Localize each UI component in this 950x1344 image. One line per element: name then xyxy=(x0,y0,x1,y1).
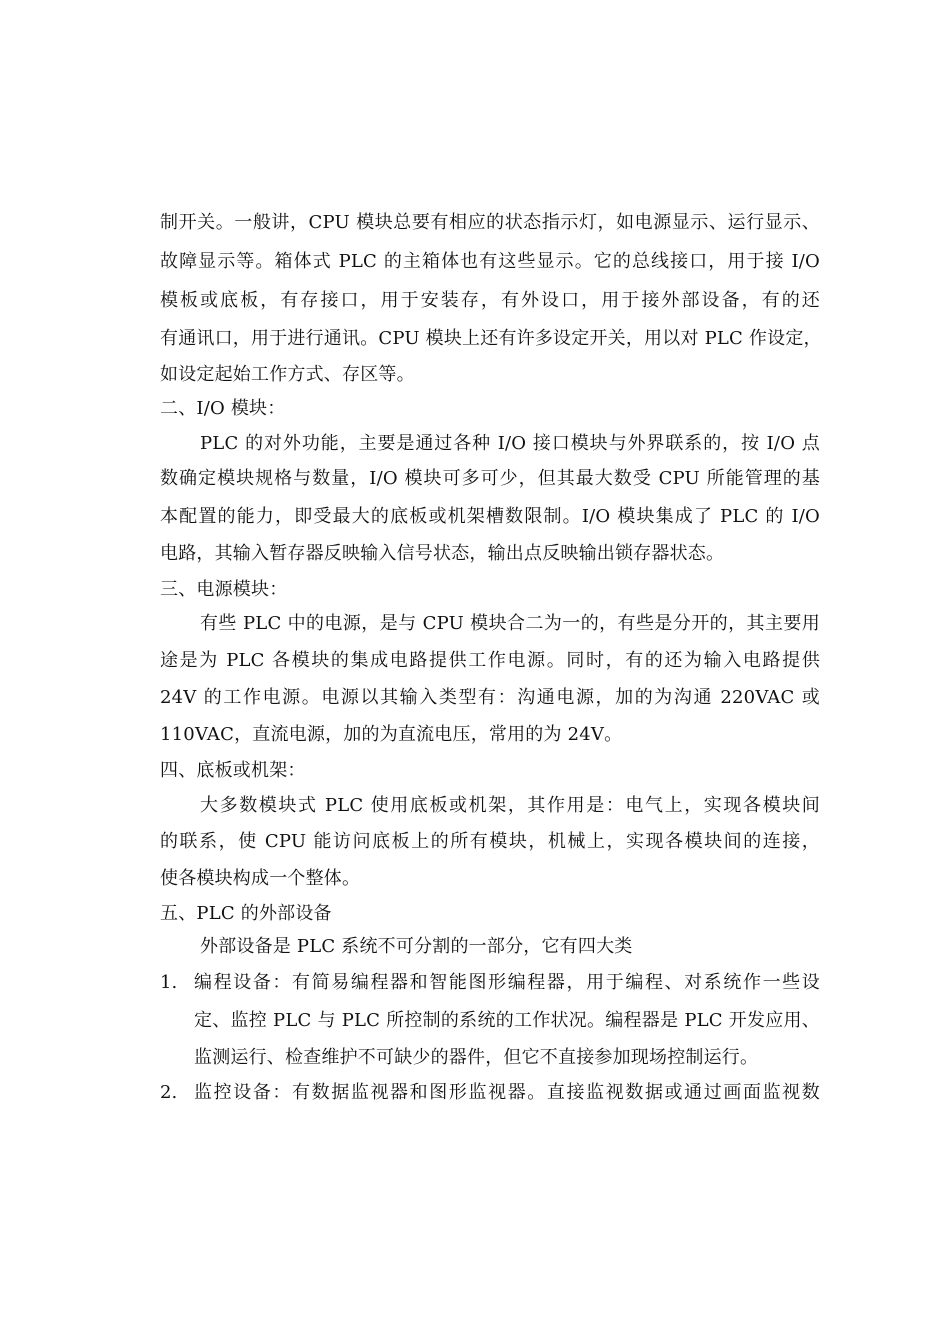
list-item-line: 编程设备：有简易编程器和智能图形编程器，用于编程、对系统作一些设 xyxy=(194,972,820,993)
paragraph-line: 途是为 PLC 各模块的集成电路提供工作电源。同时，有的还为输入电路提供 xyxy=(160,650,820,671)
paragraph-line: 使各模块构成一个整体。 xyxy=(160,868,361,889)
paragraph-line: 故障显示等。箱体式 PLC 的主箱体也有这些显示。它的总线接口，用于接 I/O xyxy=(160,251,820,272)
paragraph-line: 制开关。一般讲，CPU 模块总要有相应的状态指示灯，如电源显示、运行显示、 xyxy=(160,212,820,233)
paragraph-line: 模板或底板，有存接口，用于安装存，有外设口，用于接外部设备，有的还 xyxy=(160,290,820,311)
list-item-line: 监控设备：有数据监视器和图形监视器。直接监视数据或通过画面监视数 xyxy=(194,1082,820,1103)
list-number: 1. xyxy=(160,972,178,993)
section-heading: 五、PLC 的外部设备 xyxy=(160,903,332,924)
paragraph-line: 有通讯口，用于进行通讯。CPU 模块上还有许多设定开关，用以对 PLC 作设定， xyxy=(160,328,822,349)
paragraph-line: 电路，其输入暂存器反映输入信号状态，输出点反映输出锁存器状态。 xyxy=(160,543,725,564)
paragraph-line: 数确定模块规格与数量，I/O 模块可多可少，但其最大数受 CPU 所能管理的基 xyxy=(160,468,820,489)
paragraph-line: 外部设备是 PLC 系统不可分割的一部分，它有四大类 xyxy=(200,936,633,957)
paragraph-line: 大多数模块式 PLC 使用底板或机架，其作用是：电气上，实现各模块间 xyxy=(200,795,820,816)
paragraph-line: 24V 的工作电源。电源以其输入类型有：沟通电源，加的为沟通 220VAC 或 xyxy=(160,687,820,708)
paragraph-line: 110VAC，直流电源，加的为直流电压，常用的为 24V。 xyxy=(160,724,623,745)
paragraph-line: PLC 的对外功能，主要是通过各种 I/O 接口模块与外界联系的，按 I/O 点 xyxy=(200,433,820,454)
list-number: 2. xyxy=(160,1082,178,1103)
paragraph-line: 有些 PLC 中的电源，是与 CPU 模块合二为一的，有些是分开的，其主要用 xyxy=(200,613,820,634)
paragraph-line: 如设定起始工作方式、存区等。 xyxy=(160,364,415,385)
paragraph-line: 的联系，使 CPU 能访问底板上的所有模块，机械上，实现各模块间的连接， xyxy=(160,831,820,852)
section-heading: 三、电源模块： xyxy=(160,579,288,600)
list-item-line: 监测运行、检查维护不可缺少的器件，但它不直接参加现场控制运行。 xyxy=(194,1047,759,1068)
list-item-line: 定、监控 PLC 与 PLC 所控制的系统的工作状况。编程器是 PLC 开发应用、 xyxy=(194,1010,820,1031)
paragraph-line: 本配置的能力，即受最大的底板或机架槽数限制。I/O 模块集成了 PLC 的 I/O xyxy=(160,506,820,527)
section-heading: 四、底板或机架： xyxy=(160,760,306,781)
section-heading: 二、I/O 模块： xyxy=(160,398,286,419)
